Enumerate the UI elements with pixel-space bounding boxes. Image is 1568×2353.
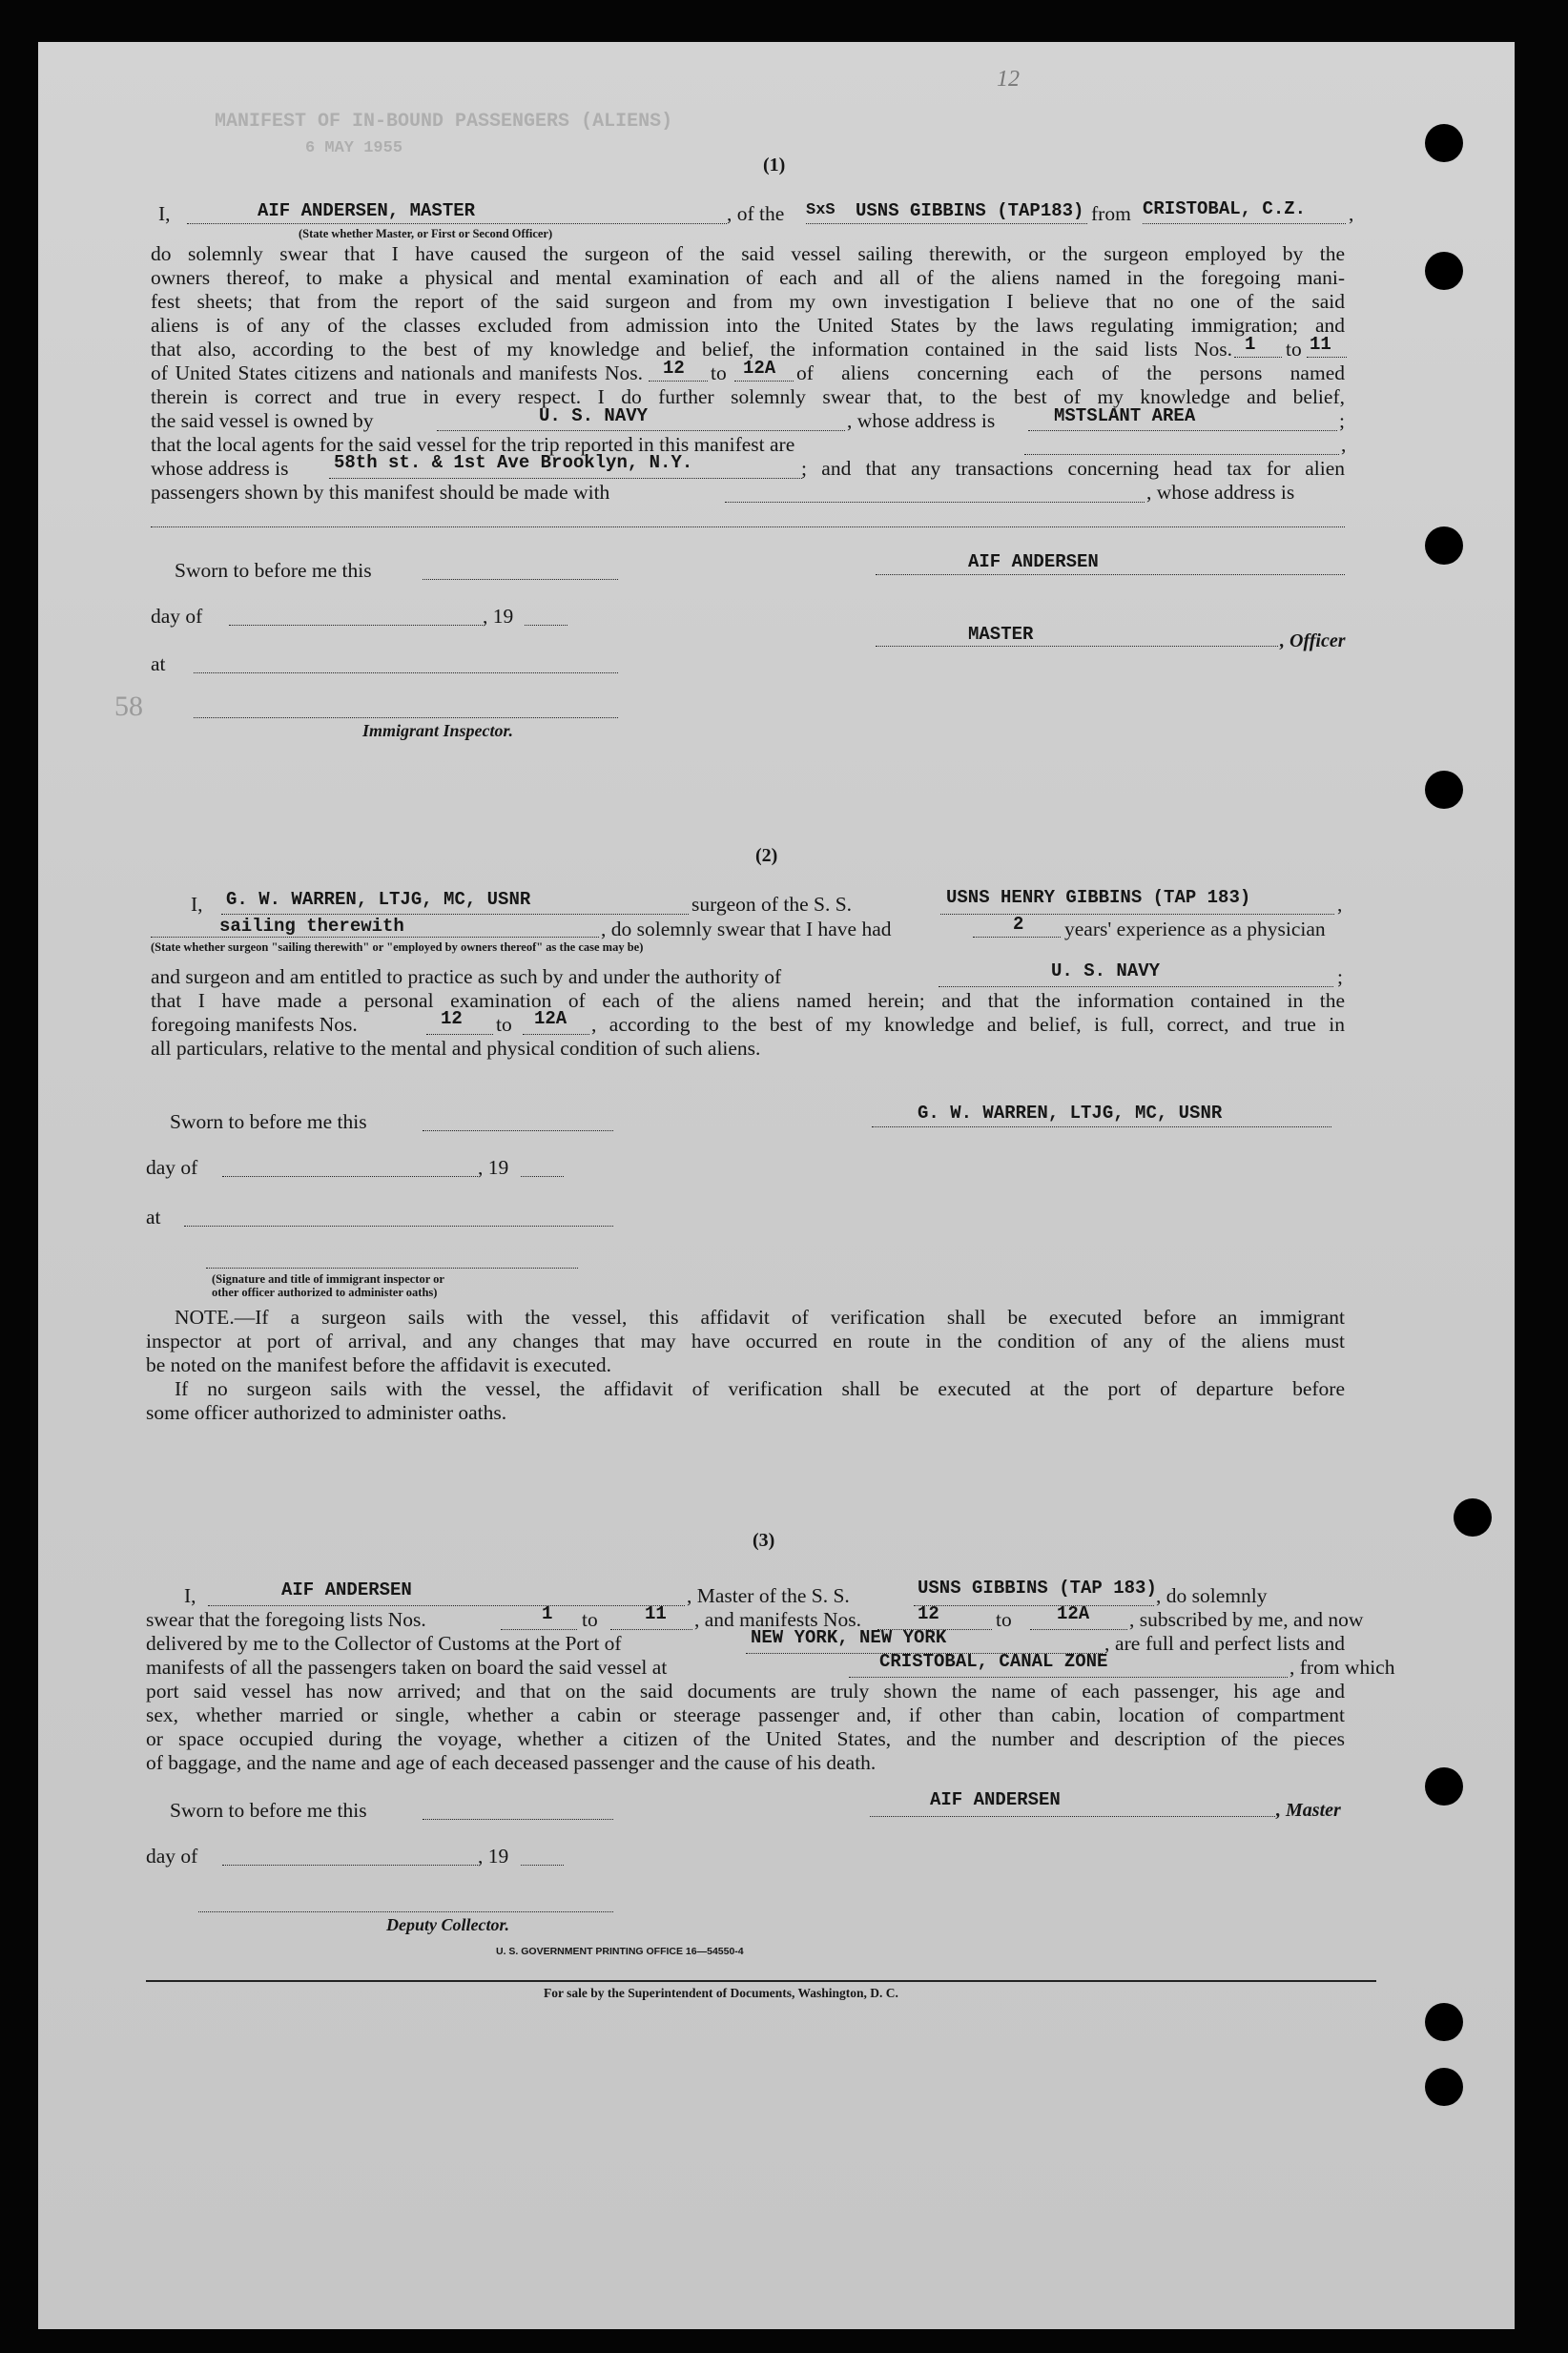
s1-owner-addr-line: [1028, 430, 1337, 431]
s1-man-to-label: to: [711, 361, 727, 384]
s1-man-from: 12: [663, 358, 685, 379]
s1-day-line: [229, 625, 483, 626]
s2-man-from-line: [426, 1034, 493, 1035]
section-3-number: (3): [753, 1530, 775, 1551]
s1-head-tax: ; and that any transactions concerning head tax for alien: [801, 457, 1345, 480]
s3-departure-line: [849, 1677, 1288, 1678]
s3-deputy-label: Deputy Collector.: [386, 1915, 509, 1934]
s2-authority-text: and surgeon and am entitled to practice as such by and under the authority of: [151, 965, 782, 988]
s1-port-from: CRISTOBAL, C.Z.: [1143, 198, 1307, 219]
s2-note-line-3: be noted on the manifest before the affidavit is executed.: [146, 1353, 611, 1376]
s2-swear: , do solemnly swear that I have had: [601, 918, 892, 940]
s3-from-which: , from which: [1289, 1656, 1395, 1679]
s2-i: I,: [191, 893, 203, 916]
s1-agents-line: [1024, 454, 1339, 455]
s1-nineteen: , 19: [483, 605, 514, 628]
s3-manifests-label: , and manifests Nos.: [694, 1608, 861, 1631]
binder-hole-6: [1425, 1767, 1463, 1806]
s3-delivered: delivered by me to the Collector of Customs at the Port of: [146, 1632, 622, 1655]
s2-experience: years' experience as a physician: [1064, 918, 1326, 940]
section-1-number: (1): [763, 155, 786, 175]
footer-rule: [146, 1980, 1376, 1982]
s1-year-line: [525, 625, 567, 626]
s2-text-line-3: that I have made a personal examination of each of the aliens named herein; and that the information contained in the: [151, 989, 1345, 1012]
s1-transactions: passengers shown by this manifest should be made with: [151, 481, 610, 504]
s3-text-line-5: port said vessel has now arrived; and that on the said documents are truly shown the name of each passenger, his age and: [146, 1680, 1345, 1703]
s2-semicolon: ;: [1337, 965, 1343, 988]
s1-agent-addr-line: [329, 478, 802, 479]
s3-sworn-line: [423, 1819, 613, 1820]
s1-day-of: day of: [151, 605, 203, 628]
binder-hole-1: [1425, 124, 1463, 162]
s3-year-line: [521, 1865, 564, 1866]
s3-i: I,: [184, 1584, 196, 1607]
s1-role-note: (State whether Master, or First or Second Officer): [299, 227, 553, 240]
s3-list-to: 11: [645, 1603, 667, 1624]
s1-owner-address: MSTSLANT AREA: [1054, 405, 1196, 426]
s2-sigtitle-1: (Signature and title of immigrant inspector or: [212, 1272, 444, 1286]
s1-sworn-line: [423, 579, 618, 580]
binder-hole-2: [1425, 252, 1463, 290]
gpo-imprint: U. S. GOVERNMENT PRINTING OFFICE 16—54550-4: [496, 1946, 744, 1957]
s3-full-perfect: , are full and perfect lists and: [1104, 1632, 1345, 1655]
s3-master-label: , Master: [1276, 1800, 1341, 1821]
s2-note-line-1: NOTE.—If a surgeon sails with the vessel, this affidavit of verification shall be executed before an immigrant: [175, 1306, 1345, 1329]
s3-text-line-6: sex, whether married or single, whether a cabin or steerage passenger and, if other than cabin, location of compartment: [146, 1703, 1345, 1726]
s1-struck-ss: SxS: [806, 201, 836, 219]
s1-list-from-line: [1234, 357, 1282, 358]
s2-surgeon-of: surgeon of the S. S.: [691, 893, 853, 916]
s2-sigtitle-2: other officer authorized to administer oaths): [212, 1286, 438, 1299]
s1-master-line: [187, 223, 727, 224]
s2-sailing-therewith: sailing therewith: [219, 916, 404, 937]
s2-manifests-label: foregoing manifests Nos.: [151, 1013, 358, 1036]
s1-man-from-line: [649, 381, 708, 382]
s1-signature-name: AIF ANDERSEN: [968, 551, 1099, 572]
s1-owned-by: the said vessel is owned by: [151, 409, 374, 432]
s3-list-from-line: [501, 1629, 577, 1630]
s3-do-solemnly: , do solemnly: [1156, 1584, 1268, 1607]
s1-i: I,: [158, 202, 171, 225]
s1-whose-address-2: whose address is: [151, 457, 289, 480]
s1-inspector-label: Immigrant Inspector.: [362, 721, 514, 740]
s1-agents-comma: ,: [1341, 433, 1347, 456]
s2-surgeon-name: G. W. WARREN, LTJG, MC, USNR: [226, 889, 531, 910]
ghost-header-title: MANIFEST OF IN-BOUND PASSENGERS (ALIENS): [215, 111, 673, 133]
page-mark: 12: [997, 67, 1020, 92]
s1-vessel-name: USNS GIBBINS (TAP183): [856, 200, 1084, 221]
s3-day-of: day of: [146, 1845, 198, 1868]
s1-of-the: , of the: [727, 202, 785, 225]
s2-surgeon-line: [221, 914, 689, 915]
s2-note-line-2: inspector at port of arrival, and any changes that may have occurred en route in the condition of any of the aliens must: [146, 1330, 1345, 1352]
s1-signature-line: [876, 574, 1345, 575]
s3-subscribed: , subscribed by me, and now: [1129, 1608, 1364, 1631]
s2-man-to: 12A: [534, 1008, 567, 1029]
s3-sworn: Sworn to before me this: [170, 1799, 367, 1822]
s2-nineteen: , 19: [478, 1156, 509, 1179]
s1-list-to-label: to: [1286, 338, 1302, 361]
binder-hole-7: [1425, 2003, 1463, 2041]
s3-text-line-8: of baggage, and the name and age of each deceased passenger and the cause of his death.: [146, 1751, 877, 1774]
s1-signature-title: MASTER: [968, 624, 1034, 645]
s2-vessel-name: USNS HENRY GIBBINS (TAP 183): [946, 887, 1251, 908]
s1-text-line-3: fest sheets; that from the report of the said surgeon and from my own investigation I believe that no one of the said: [151, 290, 1345, 313]
s2-signature-line: [872, 1126, 1331, 1127]
s3-manifests-all: manifests of all the passengers taken on board the said vessel at: [146, 1656, 668, 1679]
s2-day-of: day of: [146, 1156, 198, 1179]
s1-man-to: 12A: [743, 358, 776, 379]
s1-text-line-5: that also, according to the best of my knowledge and belief, the information contained in the said lists Nos.: [151, 338, 1232, 361]
ghost-header-date: 6 MAY 1955: [305, 139, 403, 157]
s1-master-name: AIF ANDERSEN, MASTER: [258, 200, 476, 221]
s1-text-line-2: owners thereof, to make a physical and mental examination of each and all of the aliens named in the foregoing mani-: [151, 266, 1345, 289]
s3-departure-port: CRISTOBAL, CANAL ZONE: [879, 1651, 1108, 1672]
s1-address-full-line: [151, 526, 1345, 527]
s3-master-of: , Master of the S. S.: [687, 1584, 850, 1607]
s2-year-line: [521, 1176, 564, 1177]
s3-signature-line: [870, 1816, 1275, 1817]
s3-man-to-line: [1030, 1629, 1127, 1630]
s2-authority: U. S. NAVY: [1051, 960, 1161, 981]
s2-text-line-5: all particulars, relative to the mental and physical condition of such aliens.: [151, 1037, 761, 1060]
s3-deputy-line: [198, 1911, 613, 1912]
s1-local-agents: that the local agents for the said vessel for the trip reported in this manifest are: [151, 433, 795, 456]
s3-signature-name: AIF ANDERSEN: [930, 1789, 1061, 1810]
s1-text-line-6b: of aliens concerning each of the persons named: [796, 361, 1345, 384]
s2-years-line: [973, 937, 1061, 938]
s3-master-line: [208, 1605, 685, 1606]
s3-list-to-line: [610, 1629, 692, 1630]
s2-at: at: [146, 1206, 161, 1228]
s1-text-line-6a: of United States citizens and nationals and manifests Nos.: [151, 361, 643, 384]
s1-vessel-line: [806, 223, 1087, 224]
margin-number: 58: [114, 691, 143, 722]
s1-list-from: 1: [1245, 334, 1256, 355]
s2-text-line-4b: , according to the best of my knowledge and belief, is full, correct, and true in: [591, 1013, 1345, 1036]
s3-vessel-line: [914, 1605, 1154, 1606]
section-2-number: (2): [755, 845, 778, 866]
s1-man-to-line: [734, 381, 794, 382]
s2-at-line: [184, 1226, 613, 1227]
s3-lists-label: swear that the foregoing lists Nos.: [146, 1608, 426, 1631]
s2-sailing-line: [151, 937, 599, 938]
s3-master-name: AIF ANDERSEN: [281, 1579, 412, 1600]
s3-vessel-name: USNS GIBBINS (TAP 183): [918, 1578, 1157, 1599]
s3-text-line-7: or space occupied during the voyage, whether a citizen of the United States, and the number and description of the pieces: [146, 1727, 1345, 1750]
s1-list-to-line: [1307, 357, 1347, 358]
s1-officer-label: , Officer: [1280, 630, 1346, 651]
s1-sworn: Sworn to before me this: [175, 559, 372, 582]
s2-man-to-line: [523, 1034, 589, 1035]
s2-signature-name: G. W. WARREN, LTJG, MC, USNR: [918, 1103, 1223, 1124]
binder-hole-5: [1454, 1498, 1492, 1537]
s1-text-line-1: do solemnly swear that I have caused the surgeon of the said vessel sailing therewith, or the surgeon employed by the: [151, 242, 1345, 265]
s2-note-line-5: some officer authorized to administer oaths.: [146, 1401, 507, 1424]
s1-comma: ,: [1349, 202, 1354, 225]
s1-from: from: [1091, 202, 1131, 225]
s2-signature-title-line: [206, 1268, 578, 1269]
s1-whose-address-3: , whose address is: [1146, 481, 1295, 504]
s2-note: (State whether surgeon "sailing therewith" or "employed by owners thereof" as the case may be): [151, 940, 644, 954]
s1-owner: U. S. NAVY: [539, 405, 649, 426]
binder-hole-4: [1425, 771, 1463, 809]
s2-day-line: [222, 1176, 478, 1177]
s2-sworn: Sworn to before me this: [170, 1110, 367, 1133]
s1-port-line: [1143, 223, 1346, 224]
manifest-page: [38, 42, 1515, 2329]
s3-day-line: [222, 1865, 478, 1866]
s3-list-from: 1: [542, 1603, 553, 1624]
s1-whose-address: , whose address is: [847, 409, 996, 432]
s3-nineteen: , 19: [478, 1845, 509, 1868]
s2-vessel-line: [940, 914, 1334, 915]
s1-semicolon: ;: [1339, 409, 1345, 432]
s1-inspector-line: [194, 717, 618, 718]
s2-to: to: [496, 1013, 512, 1036]
s1-agent-address: 58th st. & 1st Ave Brooklyn, N.Y.: [334, 452, 693, 473]
s1-title-line: [876, 646, 1278, 647]
s2-authority-line: [939, 986, 1333, 987]
s2-years: 2: [1013, 914, 1024, 935]
s1-list-to: 11: [1310, 334, 1331, 355]
s1-owner-line: [437, 430, 845, 431]
s3-man-from: 12: [918, 1603, 939, 1624]
binder-hole-8: [1425, 2068, 1463, 2106]
s1-at-line: [194, 672, 618, 673]
s2-man-from: 12: [441, 1008, 463, 1029]
s3-man-to: 12A: [1057, 1603, 1090, 1624]
sale-note: For sale by the Superintendent of Documents, Washington, D. C.: [544, 1986, 898, 2000]
s3-port: NEW YORK, NEW YORK: [751, 1627, 947, 1648]
s1-at: at: [151, 652, 166, 675]
s1-transactions-line: [725, 502, 1145, 503]
s2-sworn-line: [423, 1130, 613, 1131]
s3-list-to-label: to: [582, 1608, 598, 1631]
s1-text-line-7: therein is correct and true in every respect. I do further solemnly swear that, to the best of my knowledge and belief,: [151, 385, 1345, 408]
s3-man-to-label: to: [996, 1608, 1012, 1631]
s1-text-line-4: aliens is of any of the classes excluded from admission into the United States by the laws regulating immigration; and: [151, 314, 1345, 337]
s2-comma: ,: [1337, 893, 1343, 916]
s2-note-line-4: If no surgeon sails with the vessel, the affidavit of verification shall be executed at the port of departure before: [175, 1377, 1345, 1400]
binder-hole-3: [1425, 526, 1463, 565]
